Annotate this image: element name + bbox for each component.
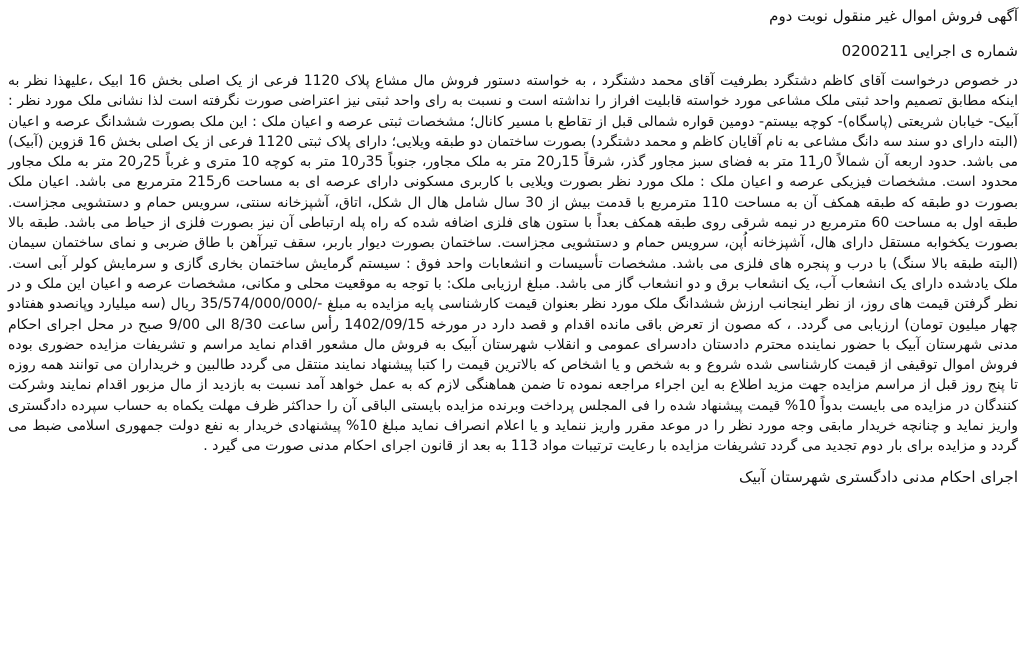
notice-body: در خصوص درخواست آقای کاظم دشتگرد بطرفیت آقای محمد دشتگرد ، به خواسته دستور فروش مال مشاع پلاک 1120 فرعی از یک اصلی بخش 16 ابیک ،علیهذا نظر به اینکه مطابق تصمیم واحد ثبتی ملک مشاعی مورد خواسته قابلیت افراز را نداشته است و نسبت به رای واحد ثبتی نیز اعتراضی صورت نگرفته است لذا نشانی ملک مورد نظر : آبیک- خیابان شریعتی (پاسگاه)- کوچه بیستم- دومین قواره شمالی قبل از تقاطع با مسیر کانال؛ مشخصات ثبتی عرصه و اعیان ملک : این ملک بصورت ششدانگ عرصه و اعیان (البته دارای دو سند سه دانگ مشاعی به نام آقایان کاظم و محمد دشتگرد) بصورت ساختمان دو طبقه ویلایی؛ دارای پلاک ثبتی 1120 فرعی از یک اصلی بخش 16 قزوین (آبیک) می باشد. حدود اربعه آن شمالاً 0ر11 متر به فضای سبز مجاور گذر، شرقاً 15ر20 متر به ملک مجاور، جنوباً 35ر10 متر به کوچه 10 متری و غرباً 25ر20 متر به ملک مجاور محدود است. مشخصات فیزیکی عرصه و اعیان ملک : ملک مورد نظر بصورت ویلایی با کاربری مسکونی دارای عرصه ای به مساحت 6ر215 مترمربع می باشد. اعیان ملک بصورت دو طبقه که طبقه همکف آن به مساحت 110 مترمربع با قدمت بیش از 30 سال شامل هال ال شکل، اتاق، آشپزخانه سنتی، سرویس حمام و دستشویی مجزاست. طبقه اول به مساحت 60 مترمربع در نیمه شرقی روی طبقه همکف بعداً با ستون های فلزی اضافه شده که راه پله ارتباطی آن نیز بصورت فلزی از حیاط می باشد. طبقه بالا بصورت یکخوابه مستقل دارای هال، آشپزخانه اُپن، سرویس حمام و دستشویی مجزاست. ساختمان بصورت دیوار باربر، سقف تیرآهن با طاق ضربی و نمای ساختمان سیمان (البته طبقه بالا سنگ) با درب و پنجره های فلزی می باشد. مشخصات تأسیسات و انشعابات واحد فوق : سیستم گرمایش ساختمان بخاری گازی و سرمایش کولر آبی است. ملک یادشده دارای یک انشعاب آب، یک انشعاب برق و دو انشعاب گاز می باشد. مبلغ ارزیابی ملک: با توجه به موقعیت محلی و مکانی، مشخصات عرصه و اعیان این ملک و در نظر گرفتن قیمت های روز، از نظر اینجانب ارزش ششدانگ ملک مورد نظر بعنوان قیمت کارشناسی پایه مزایده به مبلغ -/35/574/000/000 ریال (سه میلیارد وپانصدو هفتادو چهار میلیون تومان) ارزیابی می گردد. ، که مصون از تعرض باقی مانده اقدام و قصد دارد در مورخه 1402/09/15 رأس ساعت 8/30 الی 9/00 صبح در محل اجرای احکام مدنی شهرستان آبیک با حضور نماینده محترم دادستان دادسرای عمومی و انقلاب شهرستان آبیک به فروش مال مشعور اقدام نماید مراسم و تشریفات مزایده حضوری بوده فروش اموال توقیفی از قیمت کارشناسی شده شروع و به شخص و یا اشخاص که بالاترین قیمت را کتبا پیشنهاد نمایند منتقل می گردد طالبین و خریداران می توانند همه روزه تا پنج روز قبل از مراسم مزایده جهت مزید اطلاع به این اجراء مراجعه نموده تا ضمن هماهنگی لازم که به عمل خواهد آمد نسبت به بازدید از مال مزبور اقدام نمایند وشرکت کنندگان در مزایده می بایست بدواً 10% قیمت پیشنهاد شده را فی المجلس پرداخت وبرنده مزایده بایستی الباقی آن را حداکثر ظرف مهلت یکماه به حساب سپرده دادگستری واریز نماید و چنانچه خریدار مابقی وجه مورد نظر را در موعد مقرر واریز ننماید و یا اعلام انصراف نماید مبلغ 10% پیشنهادی خریدار به نفع دولت جمهوری اسلامی ضبط می گردد و مزایده برای بار دوم تجدید می گردد تشریفات مزایده با رعایت ترتیبات مواد 113 به بعد از قانون اجرای احکام مدنی صورت می گیرد .	[8, 73, 1019, 455]
case-number: شماره ی اجرایی 0200211	[841, 42, 1018, 60]
issuing-authority: اجرای احکام مدنی دادگستری شهرستان آبیک	[739, 467, 1018, 486]
notice-title: آگهی فروش اموال غیر منقول نوبت دوم	[769, 7, 1018, 25]
